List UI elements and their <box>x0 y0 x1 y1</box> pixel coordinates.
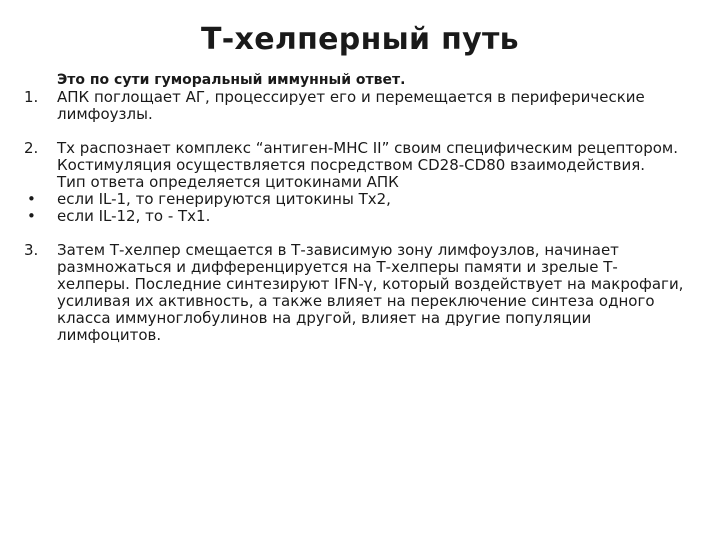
bullet-icon: • <box>27 190 36 208</box>
bullet-item-2 <box>24 208 686 225</box>
bullet-icon: • <box>27 207 36 225</box>
slide-body <box>24 72 686 344</box>
list-item-3 <box>24 242 686 344</box>
list-item-2-text: Тх распознает комплекс “антиген-MHC II” своим специфическим рецептором. Костимуляция осуществляется посредством CD28-CD80 взаимодействия. <box>57 139 678 174</box>
list-number-2: 2. <box>24 139 39 157</box>
list-number-3: 3. <box>24 241 39 259</box>
intro-text: Это по сути гуморальный иммунный ответ. <box>57 72 406 88</box>
bullet-item-1 <box>24 191 686 208</box>
bullet-item-1-text: если IL-1, то генерируются цитокины Тх2, <box>57 190 391 208</box>
list-item-2-note: Тип ответа определяется цитокинами АПК <box>57 173 399 191</box>
spacer <box>24 225 686 242</box>
list-number-1: 1. <box>24 88 39 106</box>
list-item-3-text: Затем Т-хелпер смещается в Т-зависимую зону лимфоузлов, начинает размножаться и дифференцируется на Т-хелперы памяти и зрелые Т-хелперы. Последние синтезируют IFN-γ, который воздействует на макрофаги, усиливая их активность, а также влияет на переключение синтеза одного класса иммуноглобулинов на другой, влияет на другие популяции лимфоцитов. <box>57 241 684 344</box>
slide-title: Т-хелперный путь <box>201 22 519 57</box>
spacer <box>24 123 686 140</box>
list-item-1-text: АПК поглощает АГ, процессирует его и перемещается в периферические лимфоузлы. <box>57 88 645 123</box>
bullet-item-2-text: если IL-12, то - Тх1. <box>57 207 211 225</box>
list-item-1 <box>24 89 686 123</box>
list-item-2 <box>24 140 686 174</box>
